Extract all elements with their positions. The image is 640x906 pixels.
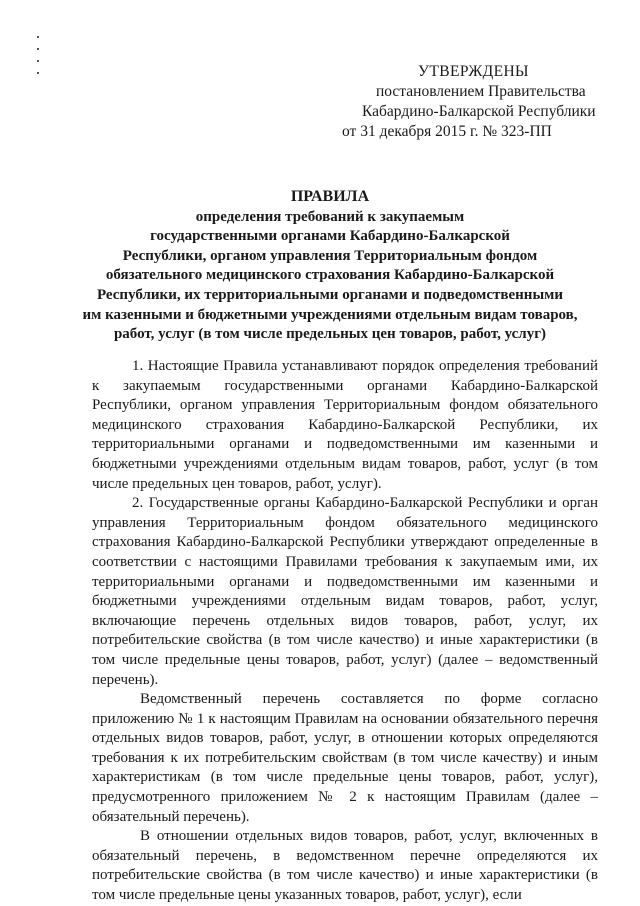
document-heading <box>60 187 600 345</box>
margin-dot <box>37 72 39 74</box>
heading-line: обязательного медицинского страхования Кабардино-Балкарской <box>105 267 555 284</box>
heading-title: ПРАВИЛА <box>290 188 370 205</box>
heading-line: государственными органами Кабардино-Балкарской <box>150 228 510 245</box>
heading-line: работ, услуг (в том числе предельных цен товаров, работ, услуг) <box>113 326 547 343</box>
paragraph-4: В отношении отдельных видов товаров, работ, услуг, включенных в обязательный перечень, в ведомственном перечне определяются их потребительские свойства (в том числе качество) и иные характеристики (в том числе предельные цены указанных товаров, работ, услуг), если <box>92 828 598 904</box>
margin-dot <box>37 48 39 50</box>
margin-dot <box>37 60 39 62</box>
approval-block <box>340 62 620 142</box>
paragraph-2: 2. Государственные органы Кабардино-Балкарской Республики и орган управления Территориальным фондом обязательного медицинского страхования Кабардино-Балкарской Республики утверждают определенные в соответствии с настоящими Правилами требования к закупаемым ими, их территориальными органами и подведомственными им казенными и бюджетными учреждениями отдельным видам товаров, работ, услуг, включающие перечень отдельных видов товаров, работ, услуг, их потребительские свойства (в том числе качество) и иные характеристики (в том числе предельные цены товаров, работ, услуг) (далее – ведомственный перечень). <box>92 495 598 688</box>
heading-line: определения требований к закупаемым <box>195 208 465 225</box>
heading-line: Республики, органом управления Территориальным фондом <box>122 247 538 264</box>
approval-title: УТВЕРЖДЕНЫ <box>418 63 529 80</box>
approval-line: постановлением Правительства <box>376 83 586 100</box>
heading-line: им казенными и бюджетными учреждениями отдельным видам товаров, <box>82 306 578 323</box>
margin-dot <box>37 36 39 38</box>
document-body <box>92 357 598 906</box>
paragraph-1: 1. Настоящие Правила устанавливают порядок определения требований к закупаемым государственными органами Кабардино-Балкарской Республики, органом управления Территориальным фондом обязательного медицинского страхования Кабардино-Балкарской Республики, их территориальными органами и подведомственными им казенными и бюджетными учреждениями отдельным видам товаров, работ, услуг (в том числе предельных цен товаров, работ, услуг). <box>92 358 598 492</box>
heading-line: Республики, их территориальными органами и подведомственными <box>96 286 564 303</box>
approval-line: Кабардино-Балкарской Республики <box>362 103 596 120</box>
paragraph-3: Ведомственный перечень составляется по форме согласно приложению № 1 к настоящим Правилам на основании обязательного перечня отдельных видов товаров, работ, услуг, в отношении которых определяются требования к их потребительским свойствам (в том числе качеству) и иным характеристикам (в том числе предельные цены товаров, работ, услуг), предусмотренного приложением № 2 к настоящим Правилам (далее – обязательный перечень). <box>92 691 598 825</box>
approval-date-line: от 31 декабря 2015 г. № 323-ПП <box>342 123 552 140</box>
scan-margin-marks <box>36 36 46 86</box>
